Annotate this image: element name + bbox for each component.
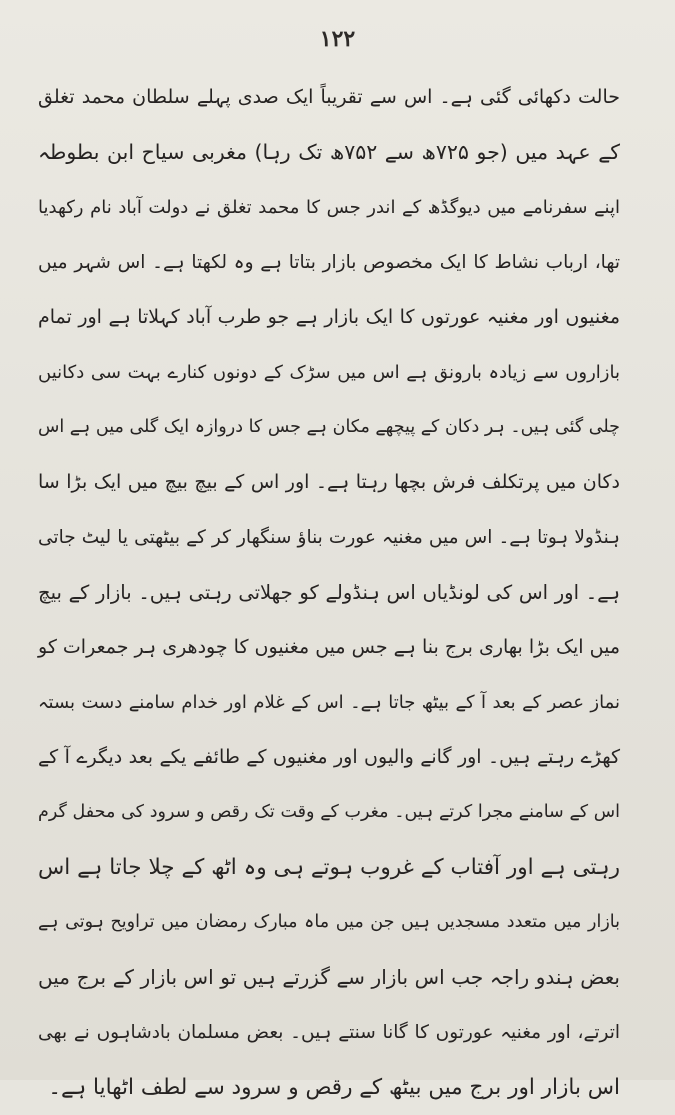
text-line: اس کے سامنے مجرا کرتے ہیں۔ مغرب کے وقت تک رقص و سرود کی محفل گرم — [38, 802, 620, 822]
text-line: مغنیوں اور مغنیہ عورتوں کا ایک بازار ہے جو طرب آباد کہلاتا ہے اور تمام — [38, 306, 620, 328]
text-line: تھا، ارباب نشاط کا ایک مخصوص بازار بتاتا ہے وہ لکھتا ہے۔ اس شہر میں — [38, 252, 620, 273]
text-line: چلی گئی ہیں۔ ہر دکان کے پیچھے مکان ہے جس کا دروازہ ایک گلی میں ہے اس — [38, 417, 620, 437]
text-line: ہنڈولا ہوتا ہے۔ اس میں مغنیہ عورت بناؤ سنگھار کر کے بیٹھتی یا لیٹ جاتی — [38, 527, 620, 548]
page-body — [38, 70, 628, 1115]
text-line: کے عہد میں (جو ۷۲۵ھ سے ۷۵۲ھ تک رہا) مغربی سیاح ابن بطوطہ — [38, 140, 620, 164]
text-line: میں ایک بڑا بھاری برج بنا ہے جس میں مغنیوں کا چودھری ہر جمعرات کو — [38, 636, 620, 658]
text-line: اترتے، اور مغنیہ عورتوں کا گانا سنتے ہیں۔ بعض مسلمان بادشاہوں نے بھی — [38, 1022, 620, 1043]
text-line: حالت دکھائی گئی ہے۔ اس سے تقریباً ایک صدی پہلے سلطان محمد تغلق — [38, 86, 620, 108]
text-line: ہے۔ اور اس کی لونڈیاں اس ہنڈولے کو جھلاتی رہتی ہیں۔ بازار کے بیچ — [38, 581, 620, 604]
text-line: بازار میں متعدد مسجدیں ہیں جن میں ماہ مبارک رمضان میں تراویح ہوتی ہے — [38, 912, 620, 932]
text-line: کھڑے رہتے ہیں۔ اور گانے والیوں اور مغنیوں کے طائفے یکے بعد دیگرے آ کے — [38, 746, 620, 768]
text-line: اپنے سفرنامے میں دیوگڈھ کے اندر جس کا محمد تغلق نے دولت آباد نام رکھدیا — [38, 197, 620, 218]
page-number: ۱۲۲ — [319, 26, 356, 52]
text-line: بازاروں سے زیادہ بارونق ہے اس میں سڑک کے دونوں کنارے بہت سی دکانیں — [38, 362, 620, 383]
text-line: بعض ہندو راجہ جب اس بازار سے گزرتے ہیں تو اس بازار کے برج میں — [38, 965, 620, 989]
text-line: دکان میں پرتکلف فرش بچھا رہتا ہے۔ اور اس کے بیچ بیچ میں ایک بڑا سا — [38, 471, 620, 493]
text-line: رہتی ہے اور آفتاب کے غروب ہوتے ہی وہ اٹھ کے چلا جاتا ہے اس — [38, 855, 620, 880]
text-line: اس بازار اور برج میں بیٹھ کے رقص و سرود سے لطف اٹھایا ہے۔ — [48, 1075, 620, 1100]
text-line: نماز عصر کے بعد آ کے بیٹھ جاتا ہے۔ اس کے غلام اور خدام سامنے دست بستہ — [38, 692, 620, 713]
